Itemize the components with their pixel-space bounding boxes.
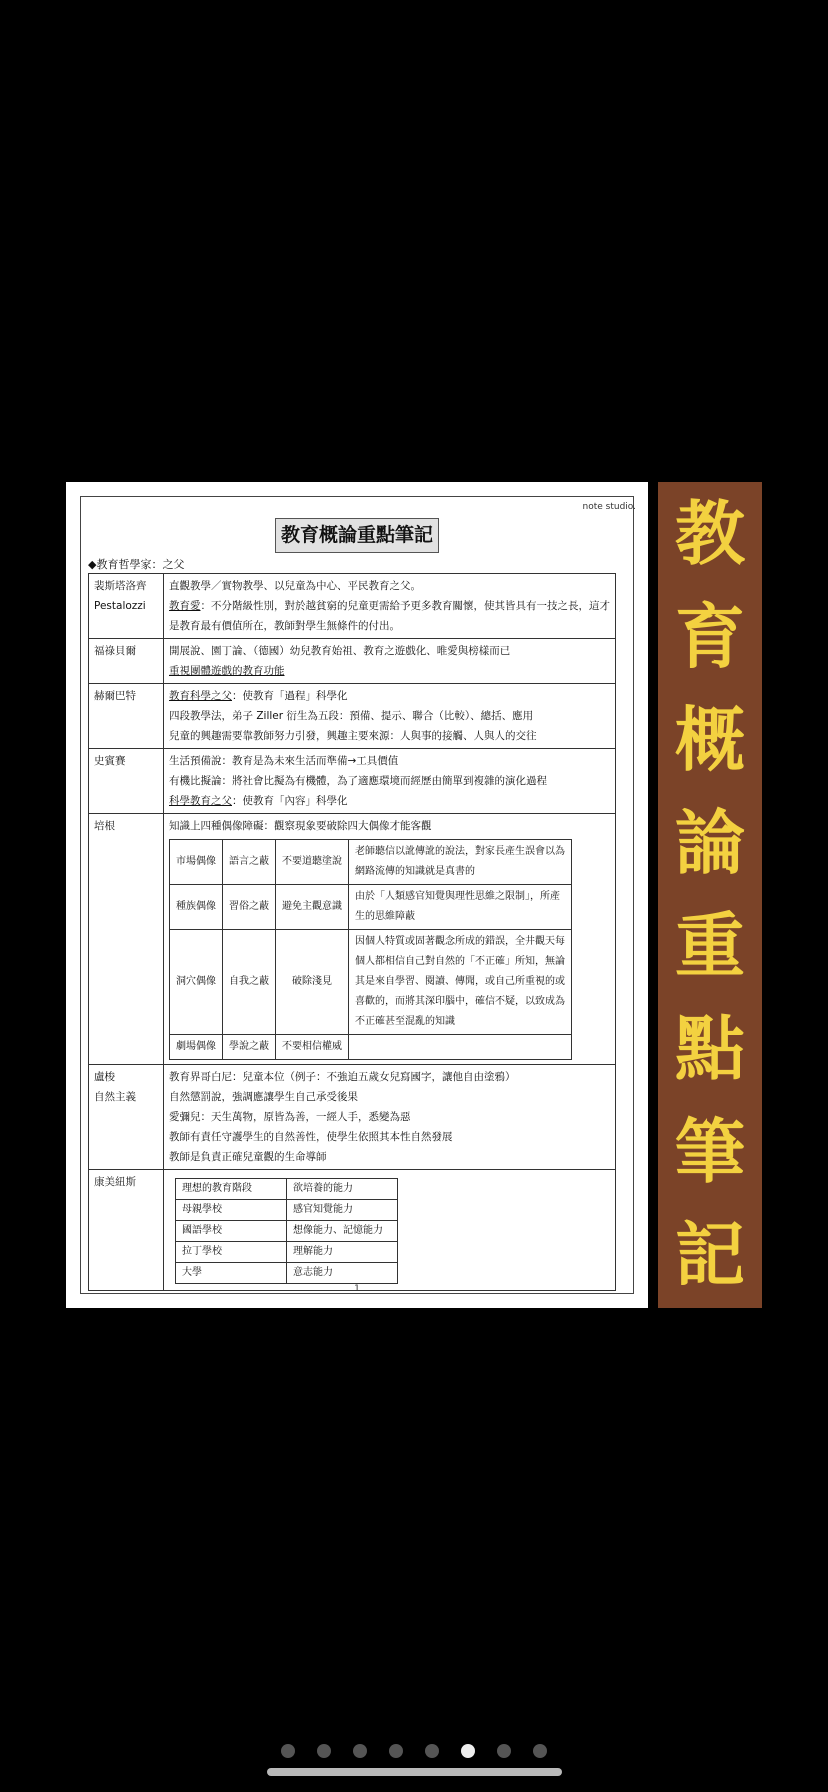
home-indicator[interactable]: [267, 1768, 562, 1776]
table-row: [89, 749, 616, 814]
note-line: 教師有責任守護學生的自然善性，使學生依照其本性自然發展: [169, 1131, 453, 1143]
page-dot[interactable]: [317, 1744, 331, 1758]
education-stages-table: [175, 1178, 398, 1284]
section-header: ◆教育哲學家：之父: [88, 558, 185, 571]
philosopher-name: 培根: [89, 814, 164, 1065]
idol-row: [170, 885, 572, 930]
philosopher-name: 裴斯塔洛齊: [94, 580, 147, 592]
banner-character: 筆: [675, 1111, 745, 1193]
note-line: 開展說、園丁論、（德國）幼兒教育始祖、教育之遊戲化、唯愛與榜樣而已: [169, 645, 511, 657]
table-row: [89, 814, 616, 1065]
page-dot[interactable]: [389, 1744, 403, 1758]
idol-cause: 語言之蔽: [223, 840, 276, 885]
description-cell: [164, 1065, 616, 1170]
description-cell: [164, 1170, 616, 1291]
description-cell: [164, 639, 616, 684]
note-line: 四段教學法，弟子 Ziller 衍生為五段：預備、提示、聯合（比較）、總括、應用: [169, 710, 534, 722]
stage-ability: 意志能力: [287, 1263, 398, 1284]
stage-row: [176, 1263, 398, 1284]
note-line: [169, 686, 610, 706]
table-row: [89, 1170, 616, 1291]
stage-ability: 想像能力、記憶能力: [287, 1221, 398, 1242]
banner-character: 記: [675, 1214, 745, 1296]
stage-school: 拉丁學校: [176, 1242, 287, 1263]
philosopher-latin-name: Pestalozzi: [94, 600, 146, 612]
stage-ability: 理解能力: [287, 1242, 398, 1263]
stage-row: [176, 1221, 398, 1242]
banner-character: 教: [675, 493, 745, 575]
idol-row: [170, 1035, 572, 1060]
note-line: 直觀教學／實物教學、以兒童為中心、平民教育之父。: [169, 580, 421, 592]
philosopher-name: 史賓賽: [89, 749, 164, 814]
page-indicator[interactable]: [0, 1744, 828, 1756]
stage-row: [176, 1179, 398, 1200]
philosophy-school: 自然主義: [94, 1091, 136, 1103]
idol-remedy: 破除淺見: [276, 930, 349, 1035]
key-term: 教育科學之父: [169, 690, 232, 702]
note-line: 教育界哥白尼：兒童本位（例子：不強迫五歲女兒寫國字，讓他自由塗鴉）: [169, 1071, 516, 1083]
philosopher-name: 赫爾巴特: [89, 684, 164, 749]
idol-name: 種族偶像: [170, 885, 223, 930]
title-banner: [658, 482, 762, 1308]
idol-name: 洞穴偶像: [170, 930, 223, 1035]
studio-watermark: note studio.: [582, 502, 636, 512]
idol-description: [349, 1035, 572, 1060]
banner-character: 重: [675, 905, 745, 987]
description-cell: [164, 574, 616, 639]
banner-character: 論: [675, 802, 745, 884]
name-cell: [89, 1065, 164, 1170]
table-row: [89, 1065, 616, 1170]
page-dot[interactable]: [497, 1744, 511, 1758]
idol-row: [170, 930, 572, 1035]
idol-cause: 習俗之蔽: [223, 885, 276, 930]
stage-ability: 欲培養的能力: [287, 1179, 398, 1200]
page-dot[interactable]: [425, 1744, 439, 1758]
philosophers-table: [88, 573, 616, 1291]
note-page-image: [66, 482, 648, 1308]
idol-description: 因個人特質或固著觀念所成的錯誤，全井觀天每個人都相信自己對自然的「不正確」所知，無論其是來自學習、閱讀、傳聞，或自己所重視的或喜歡的，而將其深印腦中，確信不疑，以致成為不正確甚至混亂的知識: [349, 930, 572, 1035]
banner-character: 概: [675, 699, 745, 781]
idol-row: [170, 840, 572, 885]
note-line: 有機比擬論：將社會比擬為有機體，為了適應環境而經歷由簡單到複雜的演化過程: [169, 775, 547, 787]
stage-row: [176, 1200, 398, 1221]
description-cell: [164, 814, 616, 1065]
note-line: 教師是負責正確兒童觀的生命導師: [169, 1151, 327, 1163]
idol-remedy: 避免主觀意識: [276, 885, 349, 930]
banner-character: 育: [675, 596, 745, 678]
philosopher-name: 康美紐斯: [89, 1170, 164, 1291]
note-line: 愛彌兒：天生萬物，原皆為善，一經人手，悉變為惡: [169, 1111, 411, 1123]
table-row: [89, 574, 616, 639]
stage-school: 國語學校: [176, 1221, 287, 1242]
note-line: 自然懲罰說，強調應讓學生自己承受後果: [169, 1091, 358, 1103]
key-term: 科學教育之父: [169, 795, 232, 807]
stage-school: 理想的教育階段: [176, 1179, 287, 1200]
table-row: [89, 639, 616, 684]
page-dot[interactable]: [461, 1744, 475, 1758]
page-dot[interactable]: [353, 1744, 367, 1758]
stage-row: [176, 1242, 398, 1263]
note-line: 兒童的興趣需要靠教師努力引發，興趣主要來源：人與事的接觸、人與人的交往: [169, 730, 537, 742]
philosopher-name: 福祿貝爾: [89, 639, 164, 684]
idol-cause: 自我之蔽: [223, 930, 276, 1035]
description-cell: [164, 749, 616, 814]
page-number: 1: [354, 1284, 360, 1294]
note-line: [169, 596, 610, 636]
idol-name: 市場偶像: [170, 840, 223, 885]
stage-ability: 感官知覺能力: [287, 1200, 398, 1221]
note-text: ：使教育「過程」科學化: [232, 690, 348, 702]
table-row: [89, 684, 616, 749]
key-term: 教育愛: [169, 600, 201, 612]
philosopher-name: 盧梭: [94, 1071, 115, 1083]
note-line: [169, 791, 610, 811]
idol-description: 由於「人類感官知覺與理性思維之限制」，所產生的思維障蔽: [349, 885, 572, 930]
stage-school: 大學: [176, 1263, 287, 1284]
stage-school: 母親學校: [176, 1200, 287, 1221]
idol-description: 老師聽信以訛傳訛的說法，對家長產生誤會以為網路流傳的知識就是真書的: [349, 840, 572, 885]
document-title: 教育概論重點筆記: [275, 518, 439, 553]
idol-cause: 學說之蔽: [223, 1035, 276, 1060]
idols-table: [169, 839, 572, 1060]
name-cell: [89, 574, 164, 639]
idol-remedy: 不要道聽塗說: [276, 840, 349, 885]
note-line: 知識上四種偶像障礙：觀察現象要破除四大偶像才能客觀: [169, 820, 432, 832]
note-line: 生活預備說：教育是為未來生活而準備→工具價值: [169, 755, 399, 767]
banner-character: 點: [675, 1008, 745, 1090]
note-text: ：不分階級性別，對於越貧窮的兒童更需給予更多教育關懷，使其皆具有一技之長，這才是教育最有價值所在，教師對學生無條件的付出。: [169, 600, 610, 632]
idol-name: 劇場偶像: [170, 1035, 223, 1060]
description-cell: [164, 684, 616, 749]
idol-remedy: 不要相信權威: [276, 1035, 349, 1060]
page-dot[interactable]: [281, 1744, 295, 1758]
note-text: ：使教育「內容」科學化: [232, 795, 348, 807]
page-dot[interactable]: [533, 1744, 547, 1758]
note-line: 重視團體遊戲的教育功能: [169, 665, 285, 677]
